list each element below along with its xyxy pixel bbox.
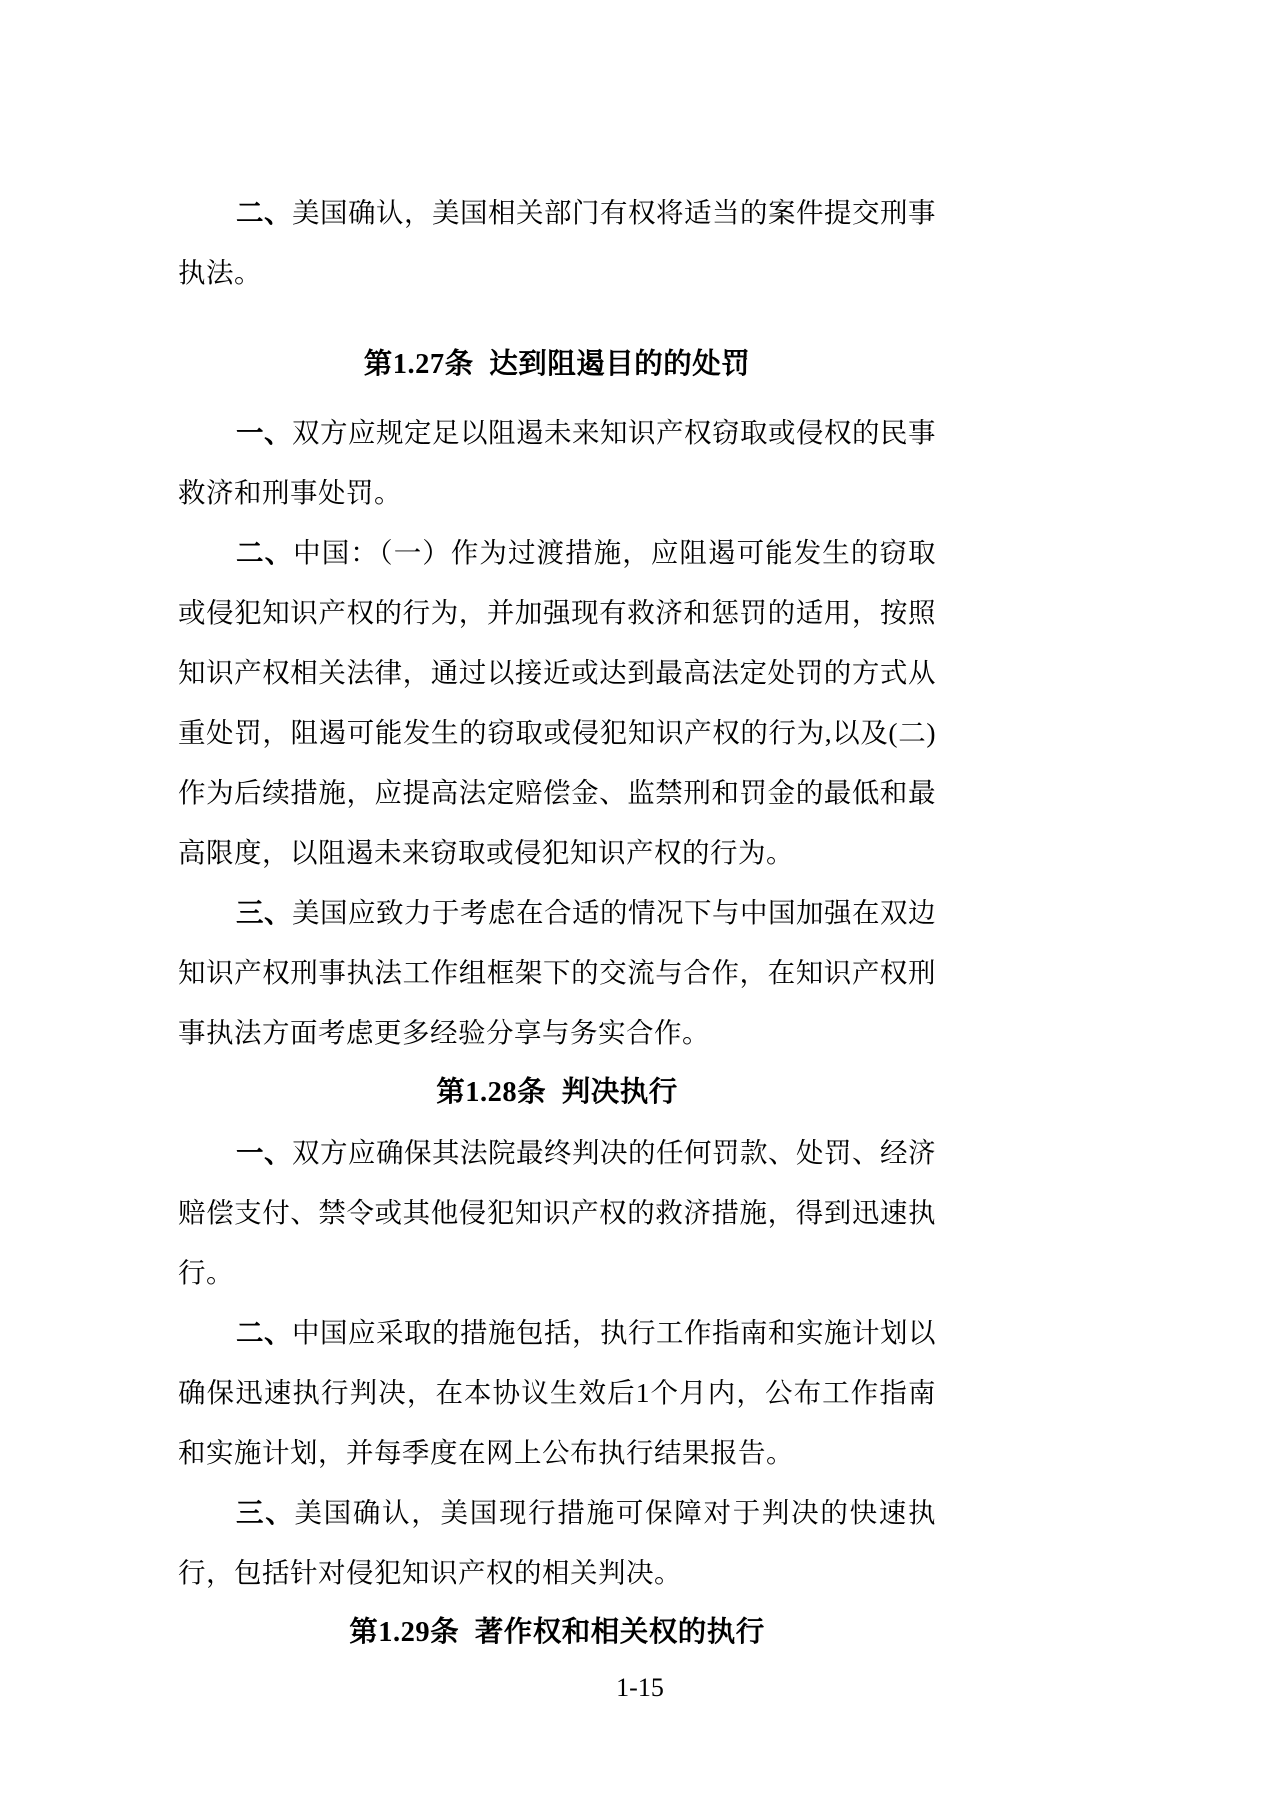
paragraph: [178, 183, 936, 303]
paragraph-number: 二、: [236, 1317, 292, 1348]
paragraph-text: 双方应确保其法院最终判决的任何罚款、处罚、经济赔偿支付、禁令或其他侵犯知识产权的救济措施，得到迅速执行。: [178, 1137, 936, 1288]
paragraph: [178, 1303, 936, 1483]
paragraph: [178, 523, 936, 883]
article-title: 判决执行: [561, 1077, 678, 1108]
article-number: 第1.27条: [363, 349, 474, 380]
page-number: 1-15: [616, 1673, 664, 1702]
paragraph-text: 双方应规定足以阻遏未来知识产权窃取或侵权的民事救济和刑事处罚。: [178, 417, 936, 508]
paragraph-number: 一、: [236, 417, 292, 448]
article-heading-1-29: [178, 1603, 936, 1663]
article-heading-1-28: [178, 1063, 936, 1123]
paragraph-text: 中国：（一）作为过渡措施，应阻遏可能发生的窃取或侵犯知识产权的行为，并加强现有救济和惩罚的适用，按照知识产权相关法律，通过以接近或达到最高法定处罚的方式从重处罚，阻遏可能发生的窃取或侵犯知识产权的行为,以及(二)作为后续措施，应提高法定赔偿金、监禁刑和罚金的最低和最高限度，以阻遏未来窃取或侵犯知识产权的行为。: [178, 537, 937, 868]
paragraph-number: 三、: [236, 897, 292, 928]
paragraph-number: 二、: [236, 197, 292, 228]
paragraph: [178, 403, 936, 523]
document-content: [178, 183, 936, 1663]
article-title: 达到阻遏目的的处罚: [489, 349, 751, 380]
paragraph-text: 美国确认，美国相关部门有权将适当的案件提交刑事执法。: [178, 197, 936, 288]
article-number: 第1.28条: [436, 1077, 547, 1108]
paragraph-text: 美国确认，美国现行措施可保障对于判决的快速执行，包括针对侵犯知识产权的相关判决。: [178, 1497, 937, 1588]
paragraph: [178, 1123, 936, 1303]
article-title: 著作权和相关权的执行: [474, 1617, 765, 1648]
article-heading-1-27: [178, 335, 936, 395]
paragraph: [178, 1483, 936, 1603]
paragraph-text: 中国应采取的措施包括，执行工作指南和实施计划以确保迅速执行判决，在本协议生效后1个月内，公布工作指南和实施计划，并每季度在网上公布执行结果报告。: [178, 1317, 936, 1468]
paragraph: [178, 883, 936, 1063]
paragraph-number: 一、: [236, 1137, 292, 1168]
article-number: 第1.29条: [349, 1617, 460, 1648]
paragraph-text: 美国应致力于考虑在合适的情况下与中国加强在双边知识产权刑事执法工作组框架下的交流与合作，在知识产权刑事执法方面考虑更多经验分享与务实合作。: [178, 897, 936, 1048]
paragraph-number: 三、: [236, 1497, 295, 1528]
paragraph-number: 二、: [236, 537, 294, 568]
